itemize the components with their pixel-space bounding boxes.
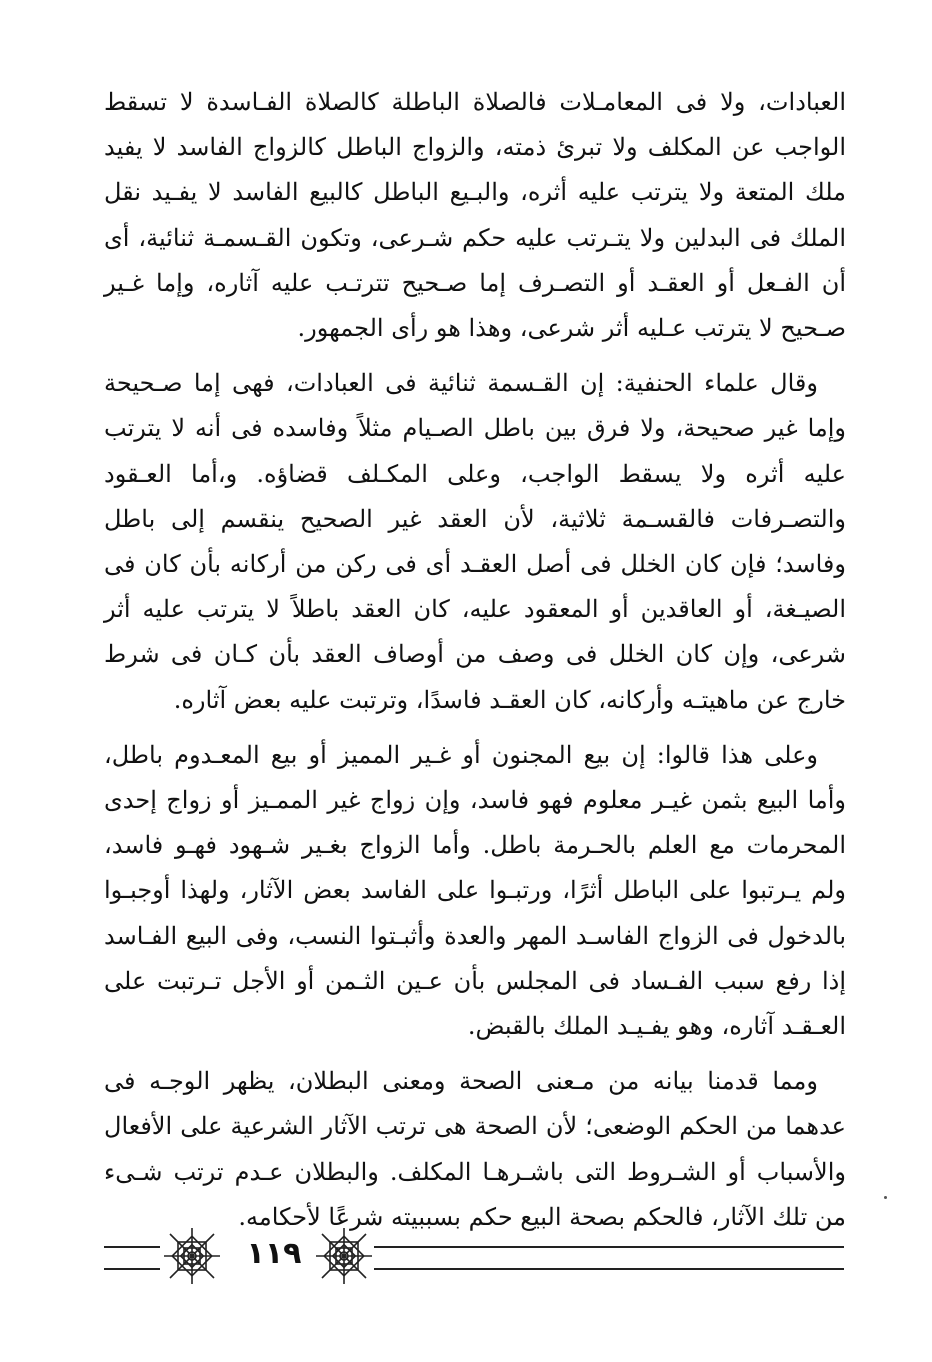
- page-body: [104, 80, 846, 1250]
- paragraph-4: ومما قدمنا بيانه من مـعنى الصحة ومعنى البطلان، يظهر الوجـه فى عدهما من الحكم الوضعى؛ لأن الصحة هى ترتب الآثار الشرعية على الأفعال والأسباب أو الشـروط التى باشـرهـا المكلف. والبطلان عـدم ترتب شـىء من تلك الآثار، فالحكم بصحة البيع حكم بسببيته شرعًا لأحكامه.: [104, 1067, 846, 1231]
- page-speck: [884, 1196, 887, 1199]
- footer-rule-right-bottom: [374, 1268, 844, 1270]
- page-footer: [104, 1226, 846, 1290]
- paragraph-2: وقال علماء الحنفية: إن القـسمة ثنائية فى العبادات، فهى إما صـحيحة وإما غير صحيحة، ولا فرق بين باطل الصـيام مثلاً وفاسده فى أنه لا يترتب عليه أثره ولا يسقط الواجب، وعلى المكـلف قضاؤه. و،أما العـقود والتصـرفات فالقسـمة ثلاثية، لأن العقد غير الصحيح ينقسم إلى باطل وفاسد؛ فإن كان الخلل فى أصل العقـد أى فى ركن من أركانه بأن كان فى الصيـغة، أو العاقدين أو المعقود عليه، كان العقد باطلاً لا يترتب عليه أثر شرعى، وإن كان الخلل فى وصف من أوصاف العقد بأن كـان فى شرط خارج عن ماهيتـه وأركانه، كان العقـد فاسدًا، وترتبت عليه بعض آثاره.: [104, 369, 847, 714]
- page-number: ١١٩: [246, 1236, 302, 1271]
- footer-rule-left-top: [104, 1246, 160, 1248]
- geometric-star-ornament-icon: [162, 1226, 222, 1286]
- paragraph-1: العبادات، ولا فى المعامـلات فالصلاة الباطلة كالصلاة الفـاسدة لا تسقط الواجب عن المكلف ولا تبرئ ذمته، والزواج الباطل كالزواج الفاسد لا يفيد ملك المتعة ولا يترتب عليه أثره، والبـيع الباطل كالبيع الفاسد لا يفـيد نقل الملك فى البدلين ولا يتـرتب عليه حكم شـرعى، وتكون القـسمـة ثنائية، أى أن الفـعل أو العقـد أو التصـرف إما صـحيح تترتـب عليه آثاره، وإما غـير صـحيح لا يترتب عـليه أثر شرعى، وهذا هو رأى الجمهور.: [104, 88, 846, 343]
- geometric-star-ornament-icon: [314, 1226, 374, 1286]
- footer-rule-left-bottom: [104, 1268, 160, 1270]
- paragraph-3: وعلى هذا قالوا: إن بيع المجنون أو غـير المميز أو بيع المعـدوم باطل، وأما البيع بثمن غيـر معلوم فهو فاسد، وإن زواج غير الممـيز أو زواج إحدى المحرمات مع العلم بالحـرمة باطل. وأما الزواج بغـير شـهود فهـو فاسد، ولم يـرتبوا على الباطل أثرًا، ورتبـوا على الفاسد بعض الآثار، ولهذا أوجبـوا بالدخول فى الزواج الفاسـد المهر والعدة وأثبـتوا النسب، وفى البيع الفـاسد إذا رفع سبب الفـساد فى المجلس بأن عـين الثـمن أو الأجل تـرتبت على العـقـد آثاره، وهو يفـيـد الملك بالقبض.: [104, 740, 846, 1041]
- footer-rule-right-top: [374, 1246, 844, 1248]
